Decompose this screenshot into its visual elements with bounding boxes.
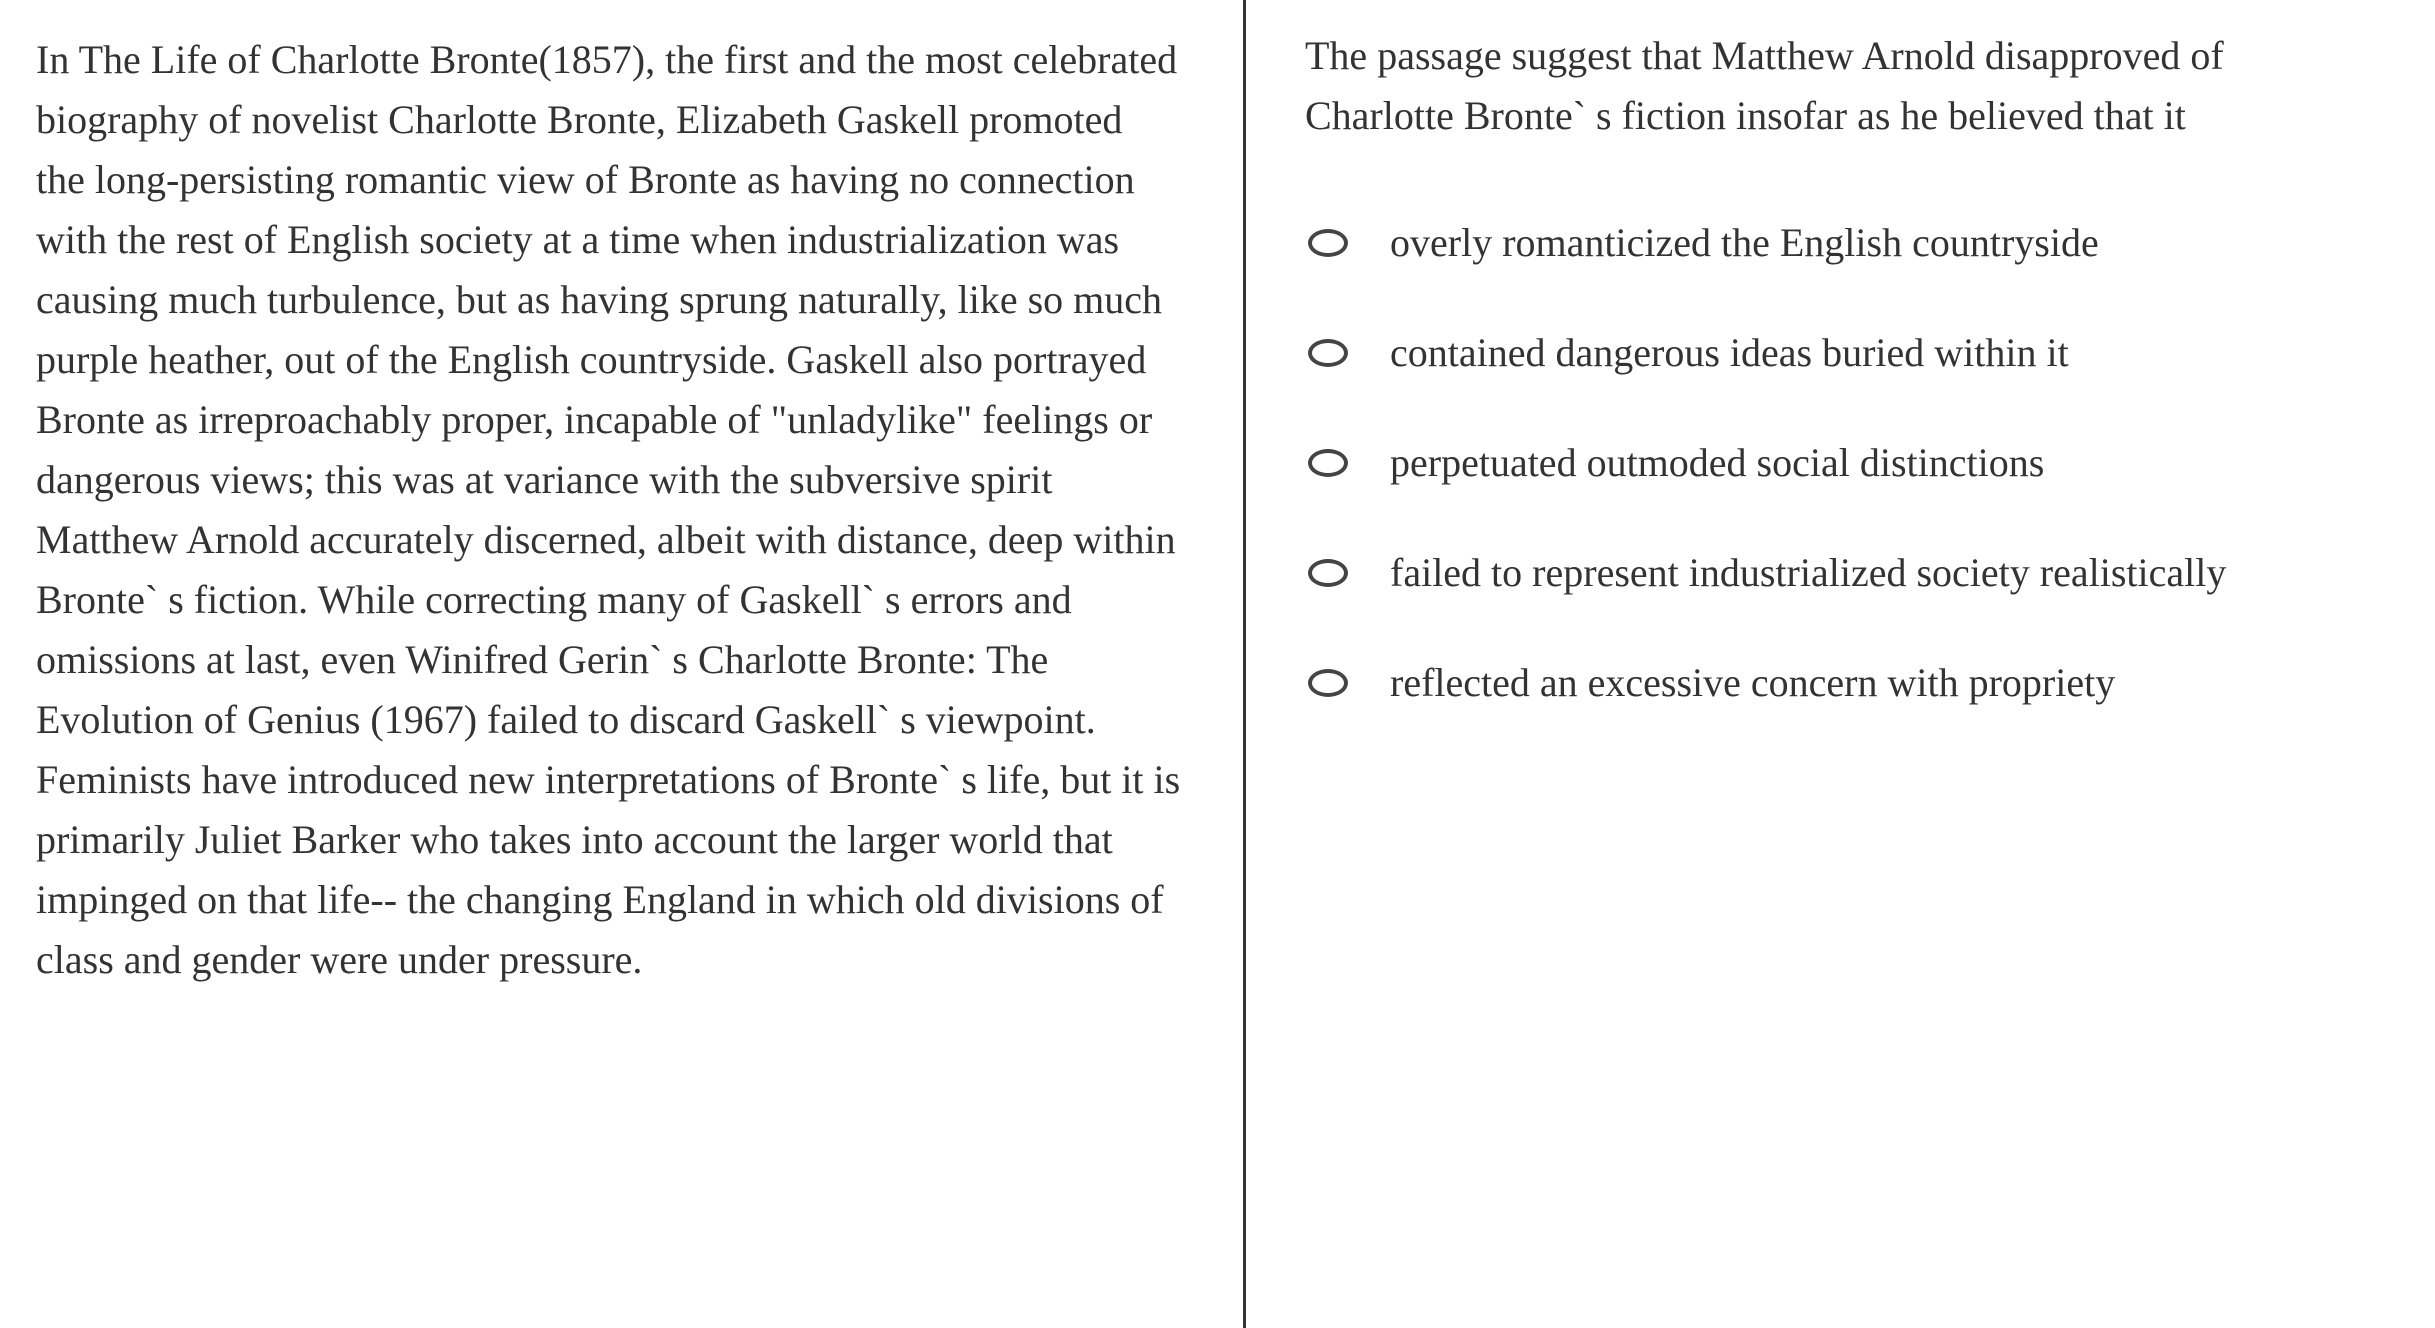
- answer-option-label: overly romanticized the English countryside: [1390, 220, 2099, 265]
- answer-option-c[interactable]: [1305, 408, 2435, 518]
- answer-option-e[interactable]: [1305, 628, 2435, 738]
- answer-option-label: failed to represent industrialized society realistically: [1390, 550, 2227, 595]
- question-pane: [1246, 0, 2435, 1328]
- answer-options: [1305, 188, 2435, 738]
- answer-option-d[interactable]: [1305, 518, 2435, 628]
- radio-unselected-icon[interactable]: [1308, 229, 1348, 257]
- radio-unselected-icon[interactable]: [1308, 339, 1348, 367]
- answer-option-label: perpetuated outmoded social distinctions: [1390, 440, 2045, 485]
- radio-unselected-icon[interactable]: [1308, 669, 1348, 697]
- answer-option-label: reflected an excessive concern with propriety: [1390, 660, 2116, 705]
- passage-text: In The Life of Charlotte Bronte(1857), the first and the most celebrated biography of novelist Charlotte Bronte, Elizabeth Gaskell promoted the long-persisting romantic view of Bronte as having no connection with the rest of English society at a time when industrialization was causing much turbulence, but as having sprung naturally, like so much purple heather, out of the English countryside. Gaskell also portrayed Bronte as irreproachably proper, incapable of "unladylike" feelings or dangerous views; this was at variance with the subversive spirit Matthew Arnold accurately discerned, albeit with distance, deep within Bronte` s fiction. While correcting many of Gaskell` s errors and omissions at last, even Winifred Gerin` s Charlotte Bronte: The Evolution of Genius (1967) failed to discard Gaskell` s viewpoint. Feminists have introduced new interpretations of Bronte` s life, but it is primarily Juliet Barker who takes into account the larger world that impinged on that life-- the changing England in which old divisions of class and gender were under pressure.: [36, 37, 1181, 982]
- answer-option-a[interactable]: [1305, 188, 2435, 298]
- answer-option-b[interactable]: [1305, 298, 2435, 408]
- question-stem: The passage suggest that Matthew Arnold disapproved of Charlotte Bronte` s fiction insofar as he believed that it: [1305, 33, 2224, 138]
- answer-option-label: contained dangerous ideas buried within it: [1390, 330, 2069, 375]
- radio-unselected-icon[interactable]: [1308, 449, 1348, 477]
- radio-unselected-icon[interactable]: [1308, 559, 1348, 587]
